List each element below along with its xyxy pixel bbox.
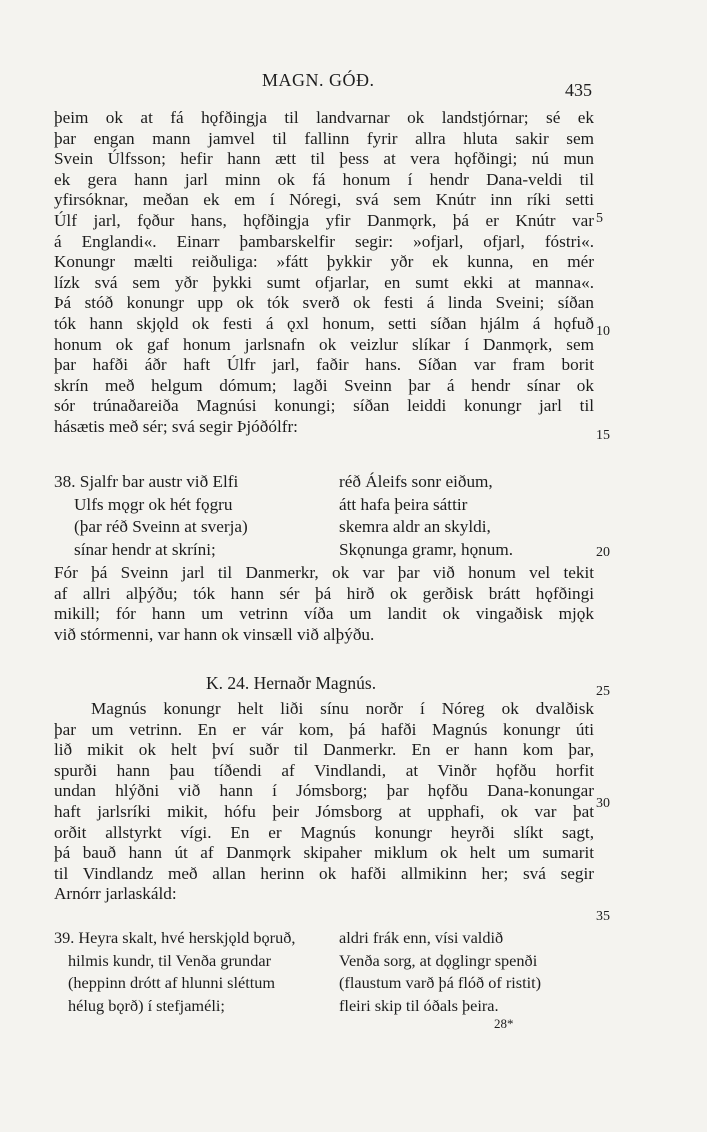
- chapter-heading: K. 24. Hernaðr Magnús.: [206, 673, 377, 693]
- text-line: þar um vetrinn. En er vár kom, þá hafði Magnús konungr úti: [54, 719, 594, 739]
- text-line: Úlf jarl, fǫður hans, hǫfðingja yfir Danmǫrk, þá er Knútr var: [54, 210, 594, 230]
- verse-38: [54, 471, 610, 561]
- text-line: við stórmenni, var hann ok vinsæll við alþýðu.: [54, 624, 375, 644]
- text-line: til Vindlandz með allan herinn ok hafði allmikinn her; svá segir: [54, 863, 594, 883]
- running-head: MAGN. GÓÐ.: [262, 70, 375, 90]
- text-line: honum ok gaf honum jarlsnafn ok veizlur slíkar í Danmǫrk, sem: [54, 334, 594, 354]
- verse-line: réð Áleifs sonr eiðum,: [339, 472, 493, 491]
- text-line: haft jarlsríki mikit, hófu þeir Jómsborg at upphafi, ok var þat: [54, 801, 594, 821]
- paragraph-2: [54, 563, 594, 645]
- text-line: Magnús konungr helt liði sínu norðr í Nóreg ok dvalðisk: [91, 699, 594, 718]
- text-line: orðit allstyrkt vígi. En er Magnús konungr heyrði slíkt sagt,: [54, 822, 594, 842]
- line-number: 15: [596, 428, 610, 443]
- text-line: á Englandi«. Einarr þambarskelfir segir: »ofjarl, ofjarl, fóstri«.: [54, 231, 594, 251]
- line-number: 35: [596, 909, 610, 924]
- verse-line: hélug bǫrð) í stefjaméli;: [68, 995, 225, 1015]
- verse-line: (þar réð Sveinn at sverja): [74, 517, 248, 536]
- paragraph-3: [54, 699, 610, 924]
- text-line: þá bauð hann út af Danmǫrk skipaher miklum ok helt um sumarit: [54, 843, 594, 863]
- text-line: Konungr mælti reiðuliga: »fátt þykkir yðr ek kunna, en mér: [54, 252, 594, 272]
- text-line: þar engan mann jamvel til fallinn fyrir allra hluta sakir sem: [54, 128, 594, 148]
- verse-line: Venða sorg, at dǫglingr spenði: [339, 950, 538, 970]
- text-line: þeim ok at fá hǫfðingja til landvarnar ok landstjórnar; sé ek: [54, 108, 594, 127]
- line-number: 20: [596, 544, 610, 560]
- paragraph-1: [54, 108, 610, 443]
- line-number: 25: [596, 684, 610, 699]
- verse-39: [54, 927, 599, 1017]
- text-line: sór trúnaðareiða Magnúsi konungi; síðan leiddi konungr jarl til: [54, 396, 594, 416]
- verse-line: sínar hendr at skríni;: [74, 539, 216, 559]
- verse-line: (flaustum varð þá flóð of ristit): [339, 973, 542, 992]
- text-line: skrín með helgum dómum; lagði Sveinn þar á hendr sínar ok: [54, 375, 594, 395]
- text-line: Fór þá Sveinn jarl til Danmerkr, ok var þar við honum vel tekit: [54, 563, 594, 582]
- text-line: af allri alþýðu; tók hann sér þá hirð ok gerðisk brátt hǫfðingi: [54, 583, 594, 603]
- text-line: yfirsóknar, meðan ek em í Nóregi, svá sem Knútr inn ríki setti: [54, 190, 594, 210]
- verse-line: Ulfs mǫgr ok hét fǫgru: [74, 494, 233, 514]
- text-line: Svein Úlfsson; hefir hann ætt til þess at vera hǫfðingi; nú mun: [54, 149, 594, 169]
- text-line: lið mikit ok helt því suðr til Danmerkr. En er hann kom þar,: [54, 740, 594, 760]
- text-line: tók hann skjǫld ok festi á ǫxl honum, setti síðan hjálm á hǫfuð: [54, 313, 594, 333]
- text-line: mikill; fór hann um vetrinn víða um landit ok vingaðisk mjǫk: [54, 604, 594, 624]
- page-number: 435: [565, 80, 592, 100]
- text-line: spurði hann þau tíðendi af Vindlandi, at Vinðr hǫfðu horfit: [54, 760, 594, 780]
- text-line: hásætis með sér; svá segir Þjóðólfr:: [54, 416, 298, 436]
- verse-line: 39. Heyra skalt, hvé herskjǫld bǫruð,: [54, 928, 296, 947]
- line-number: 30: [596, 796, 610, 811]
- text-line: Þá stóð konungr upp ok tók sverð ok festi á linda Sveini; síðan: [54, 293, 594, 313]
- text-line: þar hafði áðr haft Úlfr jarl, faðir hans. Síðan var fram borit: [54, 355, 594, 375]
- verse-line: Skǫnunga gramr, hǫnum.: [339, 539, 514, 559]
- verse-line: skemra aldr an skyldi,: [339, 517, 491, 536]
- text-line: ek gera hann jarl minn ok fá honum í hendr Dana-veldi til: [54, 169, 594, 189]
- verse-line: hilmis kundr, til Venða grundar: [68, 950, 271, 970]
- verse-line: 38. Sjalfr bar austr við Elfi: [54, 472, 239, 491]
- verse-line: (heppinn drótt af hlunni sléttum: [68, 973, 276, 992]
- text-line: Arnórr jarlaskáld:: [54, 884, 177, 904]
- line-number: 10: [596, 324, 610, 339]
- line-number: 5: [596, 211, 603, 226]
- verse-line: átt hafa þeira sáttir: [339, 494, 468, 514]
- verse-line: aldri frák enn, vísi valdið: [339, 928, 504, 947]
- signature-mark: 28*: [494, 1016, 514, 1031]
- verse-line: fleiri skip til óðals þeira.: [339, 995, 499, 1015]
- text-line: undan hlýðni við hann í Jómsborg; þar hǫfðu Dana-konungar: [54, 781, 594, 801]
- text-line: lízk svá sem yðr þykki sumt ofjarlar, en sumt ekki at manna«.: [54, 272, 594, 292]
